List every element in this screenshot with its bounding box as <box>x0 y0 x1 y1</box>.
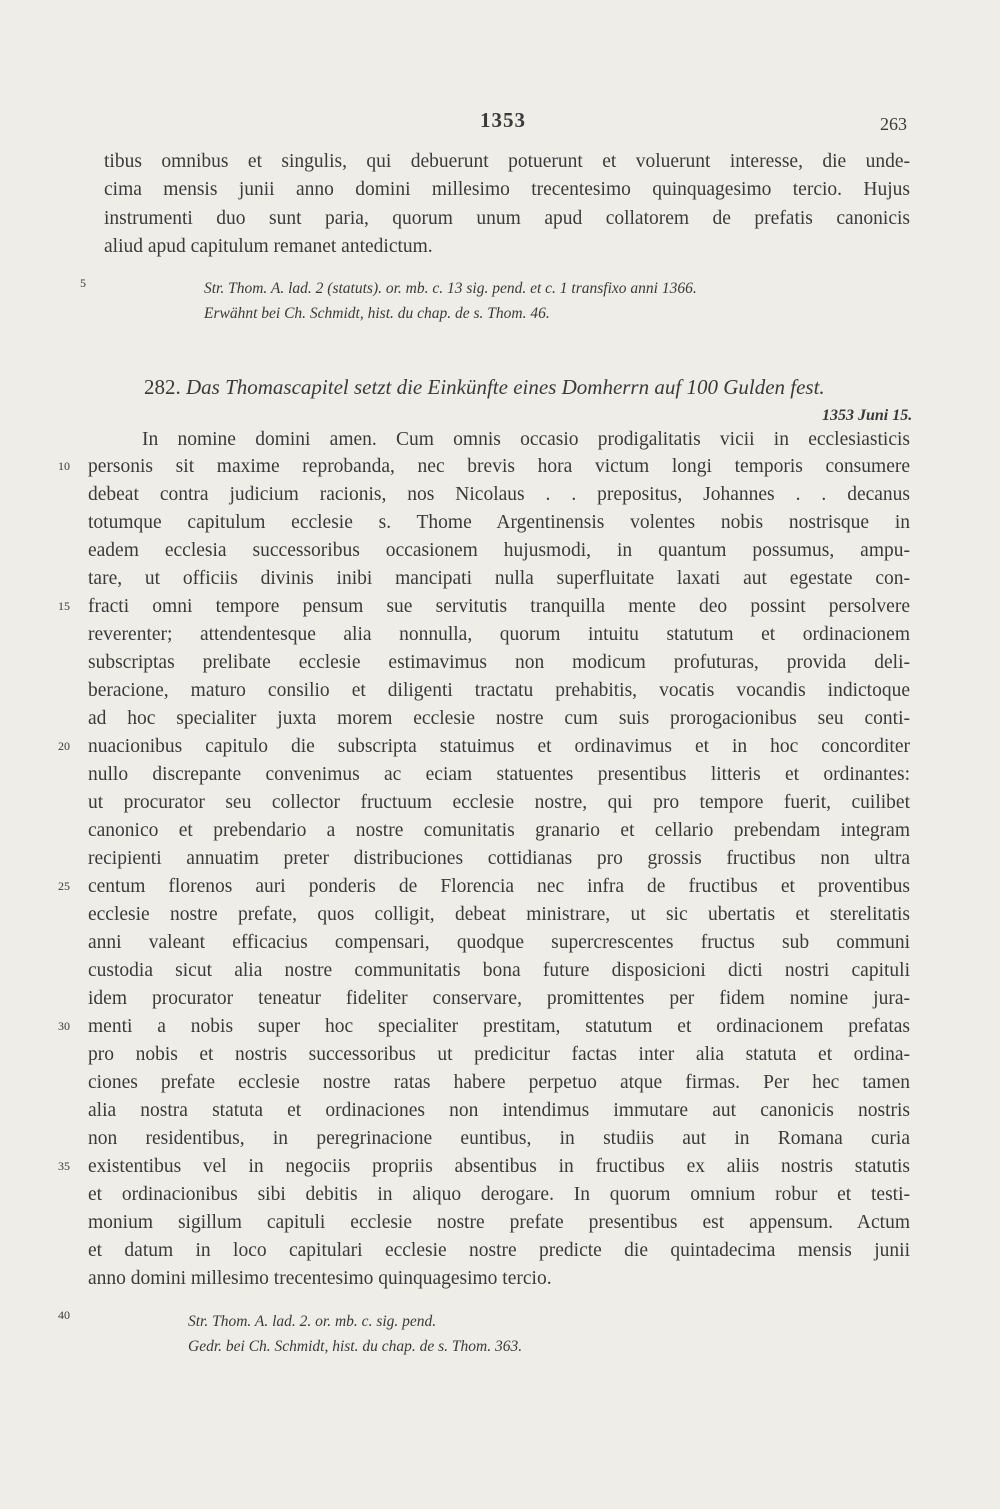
text-line: personis sit maxime reprobanda, nec brevis hora victum longi temporis consumere <box>88 456 910 477</box>
text-line: In nomine domini amen. Cum omnis occasio prodigalitatis vicii in ecclesiasticis <box>142 429 910 450</box>
text-line: instrumenti duo sunt paria, quorum unum apud collatorem de prefatis canonicis <box>104 208 910 229</box>
text-line: reverenter; attendentesque alia nonnulla, quorum intuitu statutum et ordinacionem <box>88 624 910 645</box>
text-line: cima mensis junii anno domini millesimo trecentesimo quinquagesimo tercio. Hujus <box>104 179 910 200</box>
text-line: beracione, maturo consilio et diligenti tractatu prehabitis, vocatis vocandis indictoque <box>88 680 910 701</box>
text-line: anno domini millesimo trecentesimo quinquagesimo tercio. <box>88 1268 552 1289</box>
line-number: 30 <box>58 1019 70 1033</box>
text-line: aliud apud capitulum remanet antedictum. <box>104 236 433 257</box>
text-line: monium sigillum capituli ecclesie nostre prefate presentibus est appensum. Actum <box>88 1212 910 1233</box>
text-line: pro nobis et nostris successoribus ut predicitur factas inter alia statuta et ordina- <box>88 1044 910 1065</box>
source-note-line: Gedr. bei Ch. Schmidt, hist. du chap. de s. Thom. 363. <box>188 1338 523 1355</box>
line-number: 10 <box>58 459 70 473</box>
text-line: totumque capitulum ecclesie s. Thome Argentinensis volentes nobis nostrisque in <box>88 512 910 533</box>
text-line: subscriptas prelibate ecclesie estimavimus non modicum profuturas, provida deli- <box>88 652 910 673</box>
text-line: nuacionibus capitulo die subscripta statuimus et ordinavimus et in hoc concorditer <box>88 736 910 757</box>
text-line: ecclesie nostre prefate, quos colligit, debeat ministrare, ut sic ubertatis et sterelitatis <box>88 904 910 925</box>
document-heading <box>144 375 825 399</box>
text-line: idem procurator teneatur fideliter conservare, promittentes per fidem nomine jura- <box>88 988 910 1009</box>
running-head-year: 1353 <box>480 108 526 132</box>
text-line: centum florenos auri ponderis de Florencia nec infra de fructibus et proventibus <box>88 876 910 897</box>
text-line: alia nostra statuta et ordinaciones non intendimus immutare aut canonicis nostris <box>88 1100 910 1121</box>
text-line: ut procurator seu collector fructuum ecclesie nostre, qui pro tempore fuerit, cuilibet <box>88 792 910 813</box>
text-line: recipienti annuatim preter distribuciones cottidianas pro grossis fructibus non ultra <box>88 848 910 869</box>
document-title: Das Thomascapitel setzt die Einkünfte eines Domherrn auf 100 Gulden fest. <box>186 375 825 399</box>
text-line: nullo discrepante convenimus ac eciam statuentes presentibus litteris et ordinantes: <box>88 764 910 785</box>
text-line: custodia sicut alia nostre communitatis bona future disposicioni dicti nostri capituli <box>88 960 910 981</box>
page-number: 263 <box>880 114 907 134</box>
document-date: 1353 Juni 15. <box>822 407 913 424</box>
line-number: 5 <box>80 276 86 290</box>
text-line: tare, ut officiis divinis inibi mancipati nulla superfluitate laxati aut egestate con- <box>88 568 910 589</box>
line-number: 25 <box>58 879 70 893</box>
source-note-line: Str. Thom. A. lad. 2. or. mb. c. sig. pend. <box>188 1313 437 1330</box>
text-line: et ordinacionibus sibi debitis in aliquo derogare. In quorum omnium robur et testi- <box>88 1184 910 1205</box>
text-line: non residentibus, in peregrinacione euntibus, in studiis aut in Romana curia <box>88 1128 910 1149</box>
text-line: anni valeant efficacius compensari, quodque supercrescentes fructus sub communi <box>88 932 910 953</box>
text-line: et datum in loco capitulari ecclesie nostre predicte die quintadecima mensis junii <box>88 1240 910 1261</box>
text-line: menti a nobis super hoc specialiter prestitam, statutum et ordinacionem prefatas <box>88 1016 910 1037</box>
text-line: ad hoc specialiter juxta morem ecclesie nostre cum suis prorogacionibus seu conti- <box>88 708 910 729</box>
text-line: canonico et prebendario a nostre comunitatis granario et cellario prebendam integram <box>88 820 910 841</box>
text-line: ciones prefate ecclesie nostre ratas habere perpetuo atque firmas. Per hec tamen <box>88 1072 910 1093</box>
line-number: 35 <box>58 1159 70 1173</box>
source-note-line: Str. Thom. A. lad. 2 (statuts). or. mb. c. 13 sig. pend. et c. 1 transfixo anni 1366. <box>204 280 697 297</box>
line-number: 20 <box>58 739 70 753</box>
text-line: tibus omnibus et singulis, qui debuerunt potuerunt et voluerunt interesse, die unde- <box>104 151 910 172</box>
text-line: existentibus vel in negociis propriis absentibus in fructibus ex aliis nostris statutis <box>88 1156 910 1177</box>
line-number: 15 <box>58 599 70 613</box>
line-number: 40 <box>58 1308 70 1322</box>
document-number: 282. <box>144 375 181 399</box>
running-head <box>0 108 1000 138</box>
text-line: fracti omni tempore pensum sue servitutis tranquilla mente deo possint persolvere <box>88 596 910 617</box>
text-line: eadem ecclesia successoribus occasionem hujusmodi, in quantum possumus, ampu- <box>88 540 910 561</box>
text-line: debeat contra judicium racionis, nos Nicolaus . . prepositus, Johannes . . decanus <box>88 484 910 505</box>
source-note-line: Erwähnt bei Ch. Schmidt, hist. du chap. de s. Thom. 46. <box>204 305 550 322</box>
